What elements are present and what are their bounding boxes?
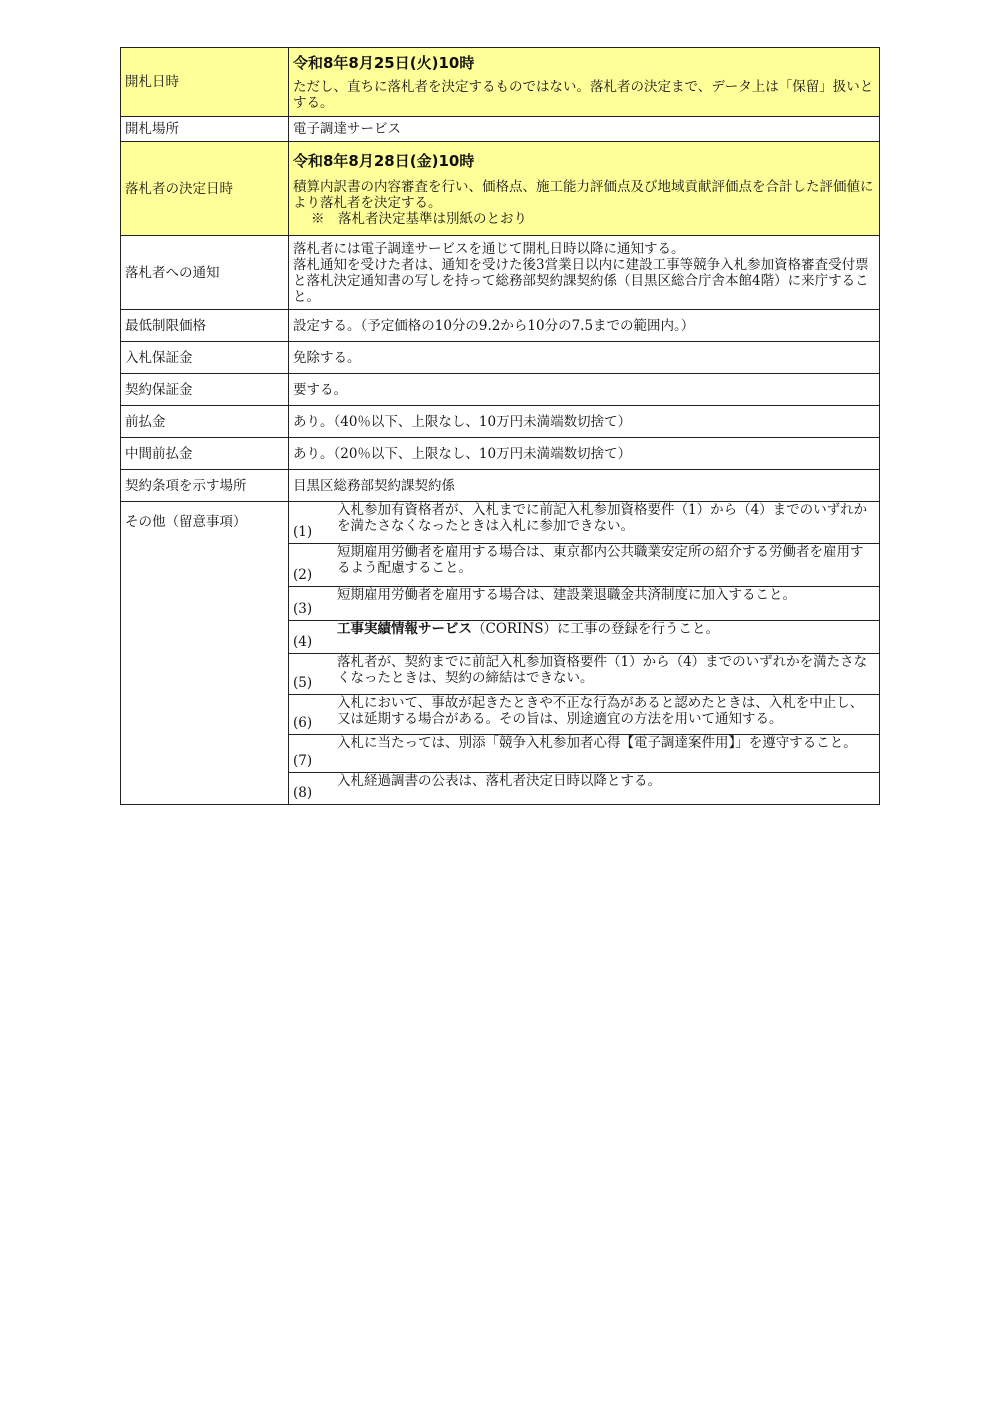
other-items-cell <box>289 502 880 805</box>
other-item-text <box>337 620 879 653</box>
contract-place-value: 目黒区総務部契約課契約係 <box>289 470 880 502</box>
other-item-5 <box>289 653 879 694</box>
row-opening-place <box>121 117 880 142</box>
decision-datetime-value <box>289 142 880 236</box>
other-item-number: (7) <box>289 734 337 772</box>
decision-date: 令和8年8月28日(金)10時 <box>293 151 475 170</box>
other-item-number: (3) <box>289 586 337 620</box>
advance-label: 前払金 <box>121 406 289 438</box>
other-item-6 <box>289 694 879 734</box>
other-item-4 <box>289 620 879 653</box>
other-item-number: (8) <box>293 785 313 801</box>
row-opening-datetime <box>121 48 880 117</box>
row-contract-place <box>121 470 880 502</box>
row-min-price <box>121 310 880 342</box>
decision-note: 積算内訳書の内容審査を行い、価格点、施工能力評価点及び地域貢献評価点を合計した評価値により落札者を決定する。 <box>293 178 874 211</box>
row-interim-advance <box>121 438 880 470</box>
notification-label: 落札者への通知 <box>121 236 289 310</box>
notification-line-1: 落札者には電子調達サービスを通じて開札日時以降に通知する。 <box>293 240 685 257</box>
row-advance <box>121 406 880 438</box>
other-item-8 <box>289 772 879 804</box>
other-label: その他（留意事項） <box>121 502 289 805</box>
other-item-number: (4) <box>289 620 337 653</box>
row-decision-datetime <box>121 142 880 236</box>
interim-advance-label: 中間前払金 <box>121 438 289 470</box>
row-bid-bond <box>121 342 880 374</box>
notification-value <box>289 236 880 310</box>
contract-bond-label: 契約保証金 <box>121 374 289 406</box>
contract-bond-value: 要する。 <box>289 374 880 406</box>
decision-criteria-note: ※ 落札者決定基準は別紙のとおり <box>311 210 527 227</box>
other-item-7 <box>289 734 879 772</box>
opening-date: 令和8年8月25日(火)10時 <box>293 54 475 72</box>
other-item-text: 短期雇用労働者を雇用する場合は、建設業退職金共済制度に加入すること。 <box>337 586 879 620</box>
other-item-text: 入札経過調書の公表は、落札者決定日時以降とする。 <box>337 772 661 789</box>
other-item-text: 入札参加有資格者が、入札までに前記入札参加資格要件（1）から（4）までのいずれかを満たさなくなったときは入札に参加できない。 <box>337 502 879 543</box>
other-item-text: 短期雇用労働者を雇用する場合は、東京都内公共職業安定所の紹介する労働者を雇用するよう配慮すること。 <box>337 543 879 586</box>
row-contract-bond <box>121 374 880 406</box>
interim-advance-value: あり。（20％以下、上限なし、10万円未満端数切捨て） <box>289 438 880 470</box>
other-item-number: (1) <box>289 502 337 543</box>
row-notification <box>121 236 880 310</box>
opening-datetime-value <box>289 48 880 117</box>
other-item-2 <box>289 543 879 586</box>
opening-place-value: 電子調達サービス <box>289 117 880 142</box>
contract-place-label: 契約条項を示す場所 <box>121 470 289 502</box>
min-price-value: 設定する。（予定価格の10分の9.2から10分の7.5までの範囲内。） <box>289 310 880 342</box>
corins-name: 工事実績情報サービス <box>337 620 472 637</box>
advance-value: あり。（40％以下、上限なし、10万円未満端数切捨て） <box>289 406 880 438</box>
other-item-1 <box>289 502 879 543</box>
bid-bond-label: 入札保証金 <box>121 342 289 374</box>
other-item-number: (6) <box>289 694 337 734</box>
opening-datetime-label: 開札日時 <box>121 48 289 117</box>
opening-note: ただし、直ちに落札者を決定するものではない。落札者の決定まで、データ上は「保留」扱いとする。 <box>293 79 874 111</box>
notification-line-2: 落札通知を受けた者は、通知を受けた後3営業日以内に建設工事等競争入札参加資格審査受付票と落札決定通知書の写しを持って総務部契約課契約係（目黒区総合庁舎本館4階）に来庁すること。 <box>293 256 869 305</box>
bid-conditions-table <box>120 47 880 805</box>
other-item-3 <box>289 586 879 620</box>
other-item-number: (5) <box>289 653 337 694</box>
other-item-text: 入札において、事故が起きたときや不正な行為があると認めたときは、入札を中止し、又は延期する場合がある。その旨は、別途適宜の方法を用いて通知する。 <box>337 694 879 734</box>
decision-datetime-label: 落札者の決定日時 <box>121 142 289 236</box>
bid-bond-value: 免除する。 <box>289 342 880 374</box>
other-item-text: 入札に当たっては、別添「競争入札参加者心得【電子調達案件用】」を遵守すること。 <box>337 734 879 772</box>
row-other <box>121 502 880 805</box>
corins-text: （CORINS）に工事の登録を行うこと。 <box>472 620 719 637</box>
other-items-list <box>289 502 879 804</box>
min-price-label: 最低制限価格 <box>121 310 289 342</box>
other-item-number: (2) <box>289 543 337 586</box>
opening-place-label: 開札場所 <box>121 117 289 142</box>
other-item-text: 落札者が、契約までに前記入札参加資格要件（1）から（4）までのいずれかを満たさなくなったときは、契約の締結はできない。 <box>337 653 879 694</box>
